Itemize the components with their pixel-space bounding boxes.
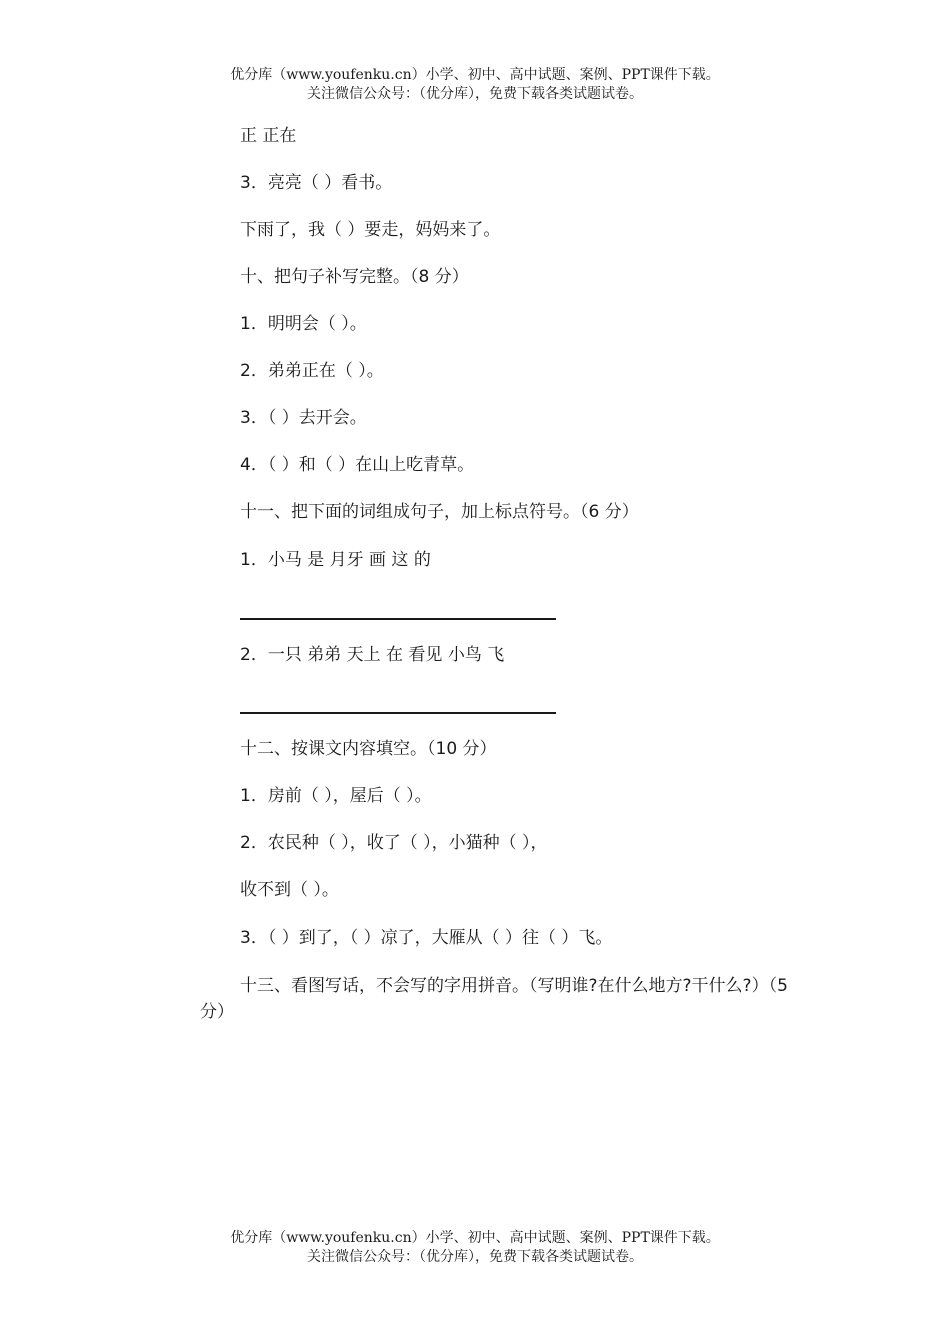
fill-word-q3: 3．亮亮（ ）看书。	[240, 173, 393, 193]
section-11-title: 十一、把下面的词组成句子，加上标点符号。（6 分）	[240, 502, 639, 522]
footer-line-2: 关注微信公众号：（优分库），免费下载各类试题试卷。	[307, 1249, 643, 1265]
header-line-2: 关注微信公众号：（优分库），免费下载各类试题试卷。	[307, 86, 643, 102]
section-10-question-3: 3．（ ）去开会。	[240, 408, 367, 428]
header-line-1: 优分库（www.youfenku.cn）小学、初中、高中试题、案例、PPT课件下载。	[230, 67, 720, 83]
section-11-question-1: 1．小马 是 月牙 画 这 的	[240, 550, 431, 570]
section-10-question-4: 4．（ ）和（ ）在山上吃青草。	[240, 455, 475, 475]
section-10-question-2: 2．弟弟正在（ ）。	[240, 361, 384, 381]
page-footer	[0, 1229, 950, 1267]
section-12-title: 十二、按课文内容填空。（10 分）	[240, 739, 497, 759]
section-12-question-2-continued: 收不到（ ）。	[240, 880, 339, 900]
page-header	[0, 66, 950, 104]
answer-blank-line	[240, 618, 556, 620]
section-11-question-2: 2．一只 弟弟 天上 在 看见 小鸟 飞	[240, 645, 505, 665]
fill-word-options: 正 正在	[240, 126, 297, 146]
section-12-question-1: 1．房前（ ），屋后（ ）。	[240, 786, 432, 806]
footer-line-1: 优分库（www.youfenku.cn）小学、初中、高中试题、案例、PPT课件下载。	[230, 1230, 720, 1246]
section-10-question-1: 1．明明会（ ）。	[240, 314, 367, 334]
fill-word-q3-second: 下雨了，我（ ）要走，妈妈来了。	[240, 220, 501, 240]
section-10-title: 十、把句子补写完整。（8 分）	[240, 267, 469, 287]
section-12-question-2: 2．农民种（ ），收了（ ），小猫种（ ），	[240, 833, 548, 853]
answer-blank-line	[240, 712, 556, 714]
section-12-question-3: 3．（ ）到了，（ ）凉了，大雁从（ ）往（ ）飞。	[240, 928, 613, 948]
section-13-title: 十三、看图写话，不会写的字用拼音。（写明谁?在什么地方?干什么?）（5 分）	[200, 976, 788, 1022]
